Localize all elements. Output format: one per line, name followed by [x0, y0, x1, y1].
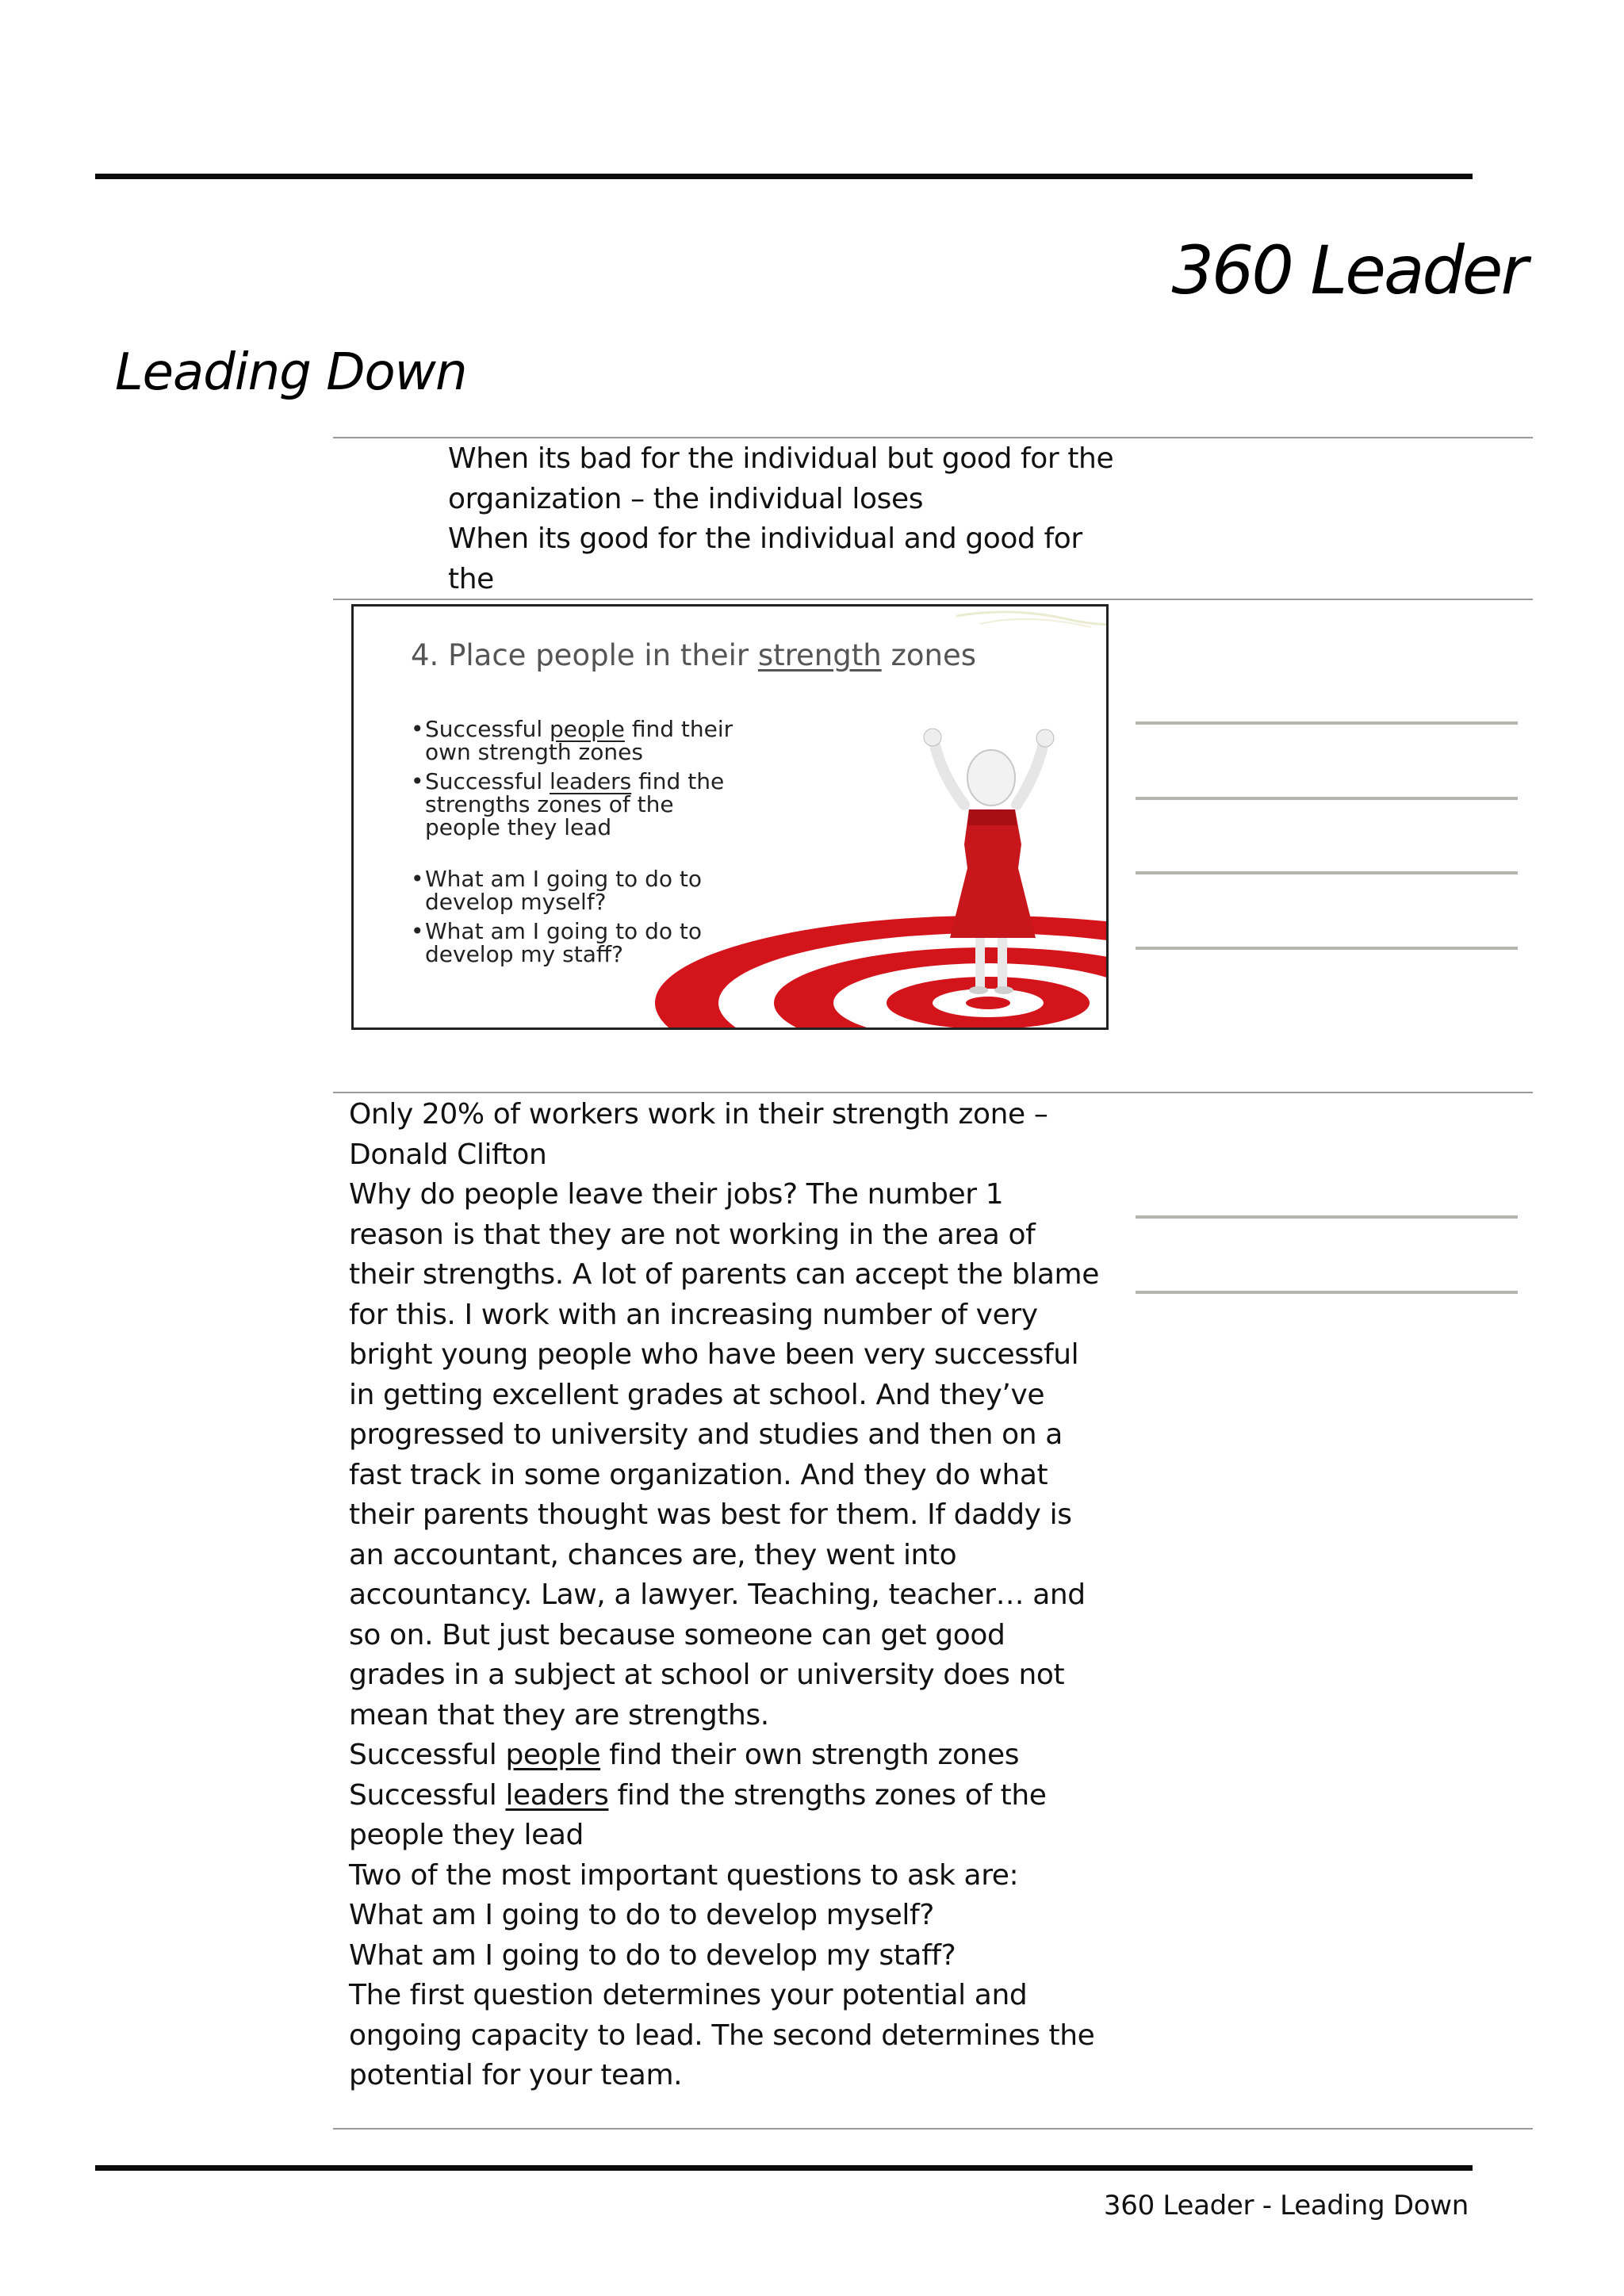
- slide-bullet: • Successful leaders find the strengths zones of the people they lead: [411, 770, 752, 839]
- footer-rule: [95, 2165, 1473, 2171]
- divider: [333, 2128, 1533, 2130]
- body-paragraph: What am I going to do to develop my staff?: [349, 1938, 956, 1972]
- target-icon: [655, 916, 1109, 1030]
- divider: [333, 599, 1533, 600]
- body-paragraph: Successful people find their own strength zones: [349, 1739, 1020, 1771]
- notes-line: [1136, 721, 1518, 725]
- footer-text: 360 Leader - Leading Down: [1103, 2190, 1469, 2221]
- notes-line: [1136, 1215, 1518, 1219]
- section-title: Leading Down: [115, 343, 467, 402]
- slide-bullet: • Successful people find their own strength zones: [411, 718, 752, 763]
- divider: [333, 1092, 1533, 1093]
- slide-illustration: [354, 607, 1109, 1030]
- notes-line: [1136, 947, 1518, 950]
- body-paragraph: What am I going to do to develop myself?: [349, 1899, 934, 1931]
- body-text: [349, 1095, 1106, 2096]
- body-paragraph: Only 20% of workers work in their strength zone – Donald Clifton: [349, 1098, 1048, 1171]
- intro-line: When its good for the individual and good for the: [448, 522, 1082, 595]
- intro-line: When its bad for the individual but good for the: [448, 442, 1114, 475]
- notes-line: [1136, 1291, 1518, 1294]
- divider: [333, 437, 1533, 438]
- body-paragraph: Two of the most important questions to ask are:: [349, 1858, 1019, 1892]
- slide-bullet: • What am I going to do to develop my staff?: [411, 920, 752, 966]
- body-paragraph: Why do people leave their jobs? The number 1 reason is that they are not working in the area of their strengths. A lot of parents can accept the blame for this. I work with an increasing number of very bright young people who have been very successful in getting excellent grades at school. And they’ve progressed to university and studies and then on a fast track in some organization. And they do what their parents thought was best for them. If daddy is an accountant, chances are, they went into accountancy. Law, a lawyer. Teaching, teacher… and so on. But just because someone can get good grades in a subject at school or university does not mean that they are strengths.: [349, 1178, 1099, 1732]
- slide-bullet: • What am I going to do to develop myself?: [411, 867, 752, 913]
- intro-line: organization – the individual loses: [448, 482, 924, 515]
- body-paragraph: Successful leaders find the strengths zones of the people they lead: [349, 1778, 1047, 1851]
- slide-title: 4. Place people in their strength zones: [411, 638, 976, 672]
- slide-thumbnail: [351, 604, 1109, 1030]
- body-paragraph: The first question determines your potential and ongoing capacity to lead. The second determines the potential for your team.: [349, 1979, 1095, 2091]
- notes-line: [1136, 871, 1518, 874]
- notes-line: [1136, 797, 1518, 800]
- header-rule: [95, 174, 1473, 179]
- document-title: 360 Leader: [1171, 232, 1526, 309]
